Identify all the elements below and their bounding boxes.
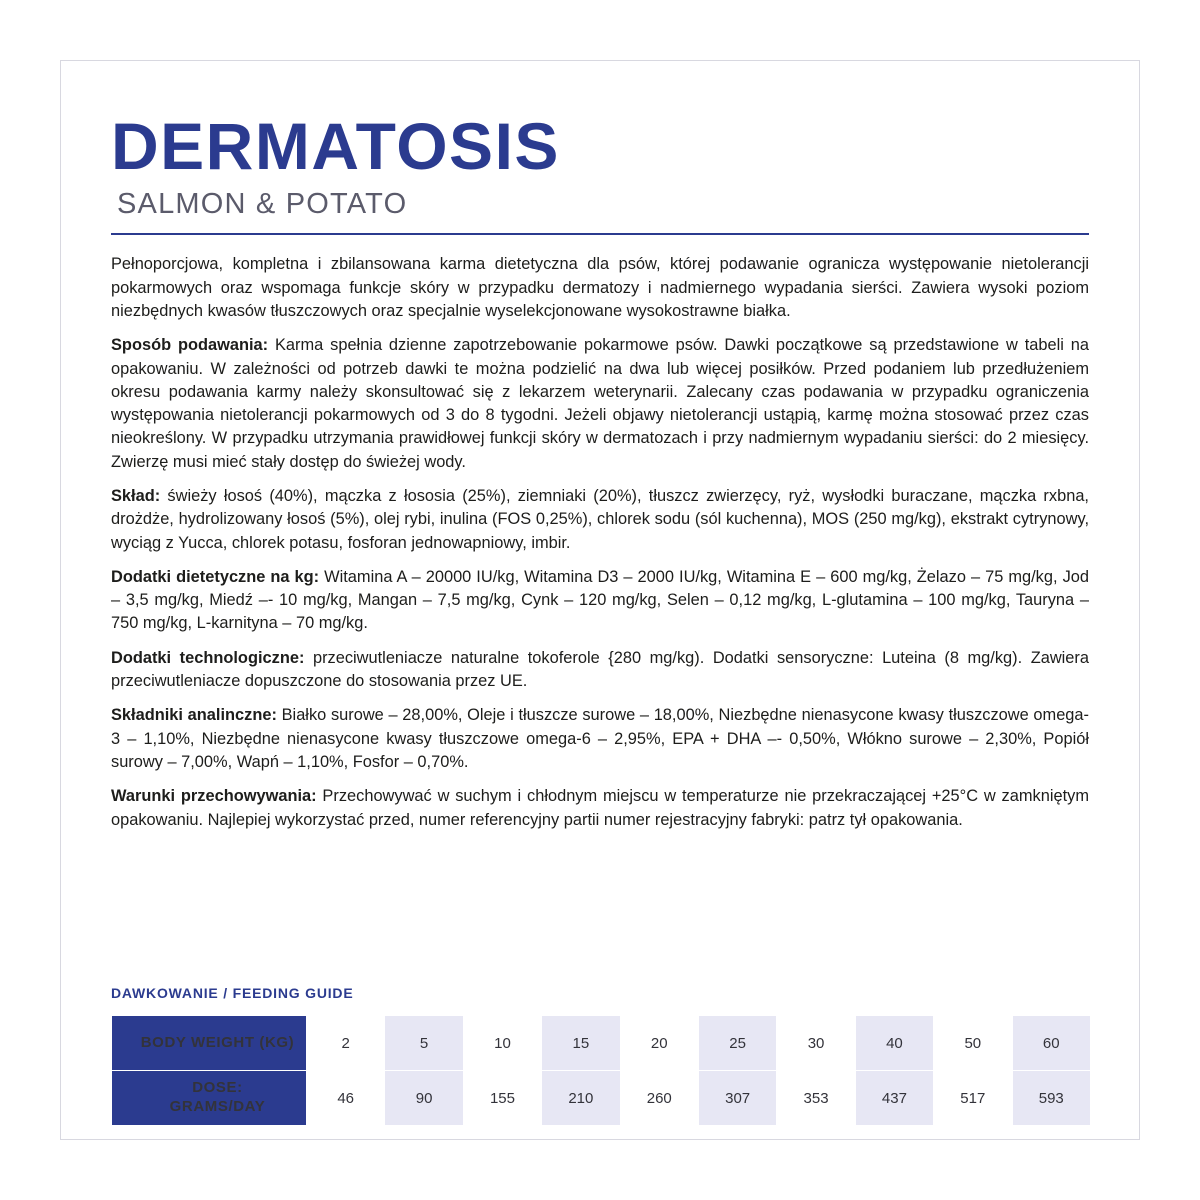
table-cell: 15 — [542, 1016, 620, 1071]
table-cell: 155 — [463, 1071, 541, 1126]
table-cell: 260 — [620, 1071, 698, 1126]
section-text: Karma spełnia dzienne zapotrzebowanie pokarmowe psów. Dawki początkowe są przedstawione w tabeli na opakowaniu. W zależności od potrzeb dawki te można podzielić na dwa lub więcej posiłków. Przed podaniem lub przedłużeniem okresu podawania karmy należy skonsultować się z lekarzem weterynarii. Zalecany czas podawania w przypadku ograniczenia występowania nietolerancji pokarmowych od 3 do 8 tygodni. Jeżeli objawy nietolerancji ustąpią, karmę można stosować przez czas nieokreślony. W przypadku utrzymania prawidłowej funkcji skóry w dermatozach i przy nadmiernym wypadaniu sierści: do 2 miesięcy. Zwierzę musi mieć stały dostęp do świeżej wody. — [111, 336, 1089, 471]
table-cell: 517 — [934, 1071, 1012, 1126]
table-cell: 60 — [1012, 1016, 1090, 1071]
table-cell: 210 — [542, 1071, 620, 1126]
section-technological-additives — [111, 647, 1089, 694]
page-subtitle: SALMON & POTATO — [117, 188, 408, 221]
section-text: Witamina A – 20000 IU/kg, Witamina D3 – 2000 IU/kg, Witamina E – 600 mg/kg, Żelazo – 75 mg/kg, Jod – 3,5 mg/kg, Miedź –- 10 mg/kg, Mangan – 7,5 mg/kg, Cynk – 120 mg/kg, Selen – 0,12 mg/kg, L-glutamina – 100 mg/kg, Tauryna – 750 mg/kg, L-karnityna – 70 mg/kg. — [111, 567, 1089, 633]
feeding-guide-heading: DAWKOWANIE / FEEDING GUIDE — [111, 985, 354, 1001]
table-cell: 20 — [620, 1016, 698, 1071]
page-title: DERMATOSIS — [111, 109, 560, 183]
section-text: świeży łosoś (40%), mączka z łososia (25%), ziemniaki (20%), tłuszcz zwierzęcy, ryż, wysłodki buraczane, mączka rxbna, drożdże, hydrolizowany łosoś (5%), olej rybi, inulina (FOS 0,25%), chlorek sodu (sól kuchenna), MOS (250 mg/kg), ekstrakt cytrynowy, wyciąg z Yucca, chlorek potasu, fosforan jednowapniowy, imbir. — [111, 486, 1089, 552]
table-row-body-weight — [112, 1016, 1091, 1071]
table-cell: 307 — [698, 1071, 776, 1126]
table-cell: 40 — [855, 1016, 933, 1071]
table-cell: 25 — [698, 1016, 776, 1071]
table-cell: 437 — [855, 1071, 933, 1126]
table-cell: 593 — [1012, 1071, 1090, 1126]
intro-paragraph: Pełnoporcjowa, kompletna i zbilansowana karma dietetyczna dla psów, której podawanie ogranicza występowanie nietolerancji pokarmowych oraz wspomaga funkcje skóry w przypadku dermatozy i nadmiernego wypadania sierści. Zawiera wysoki poziom niezbędnych kwasów tłuszczowych oraz specjalnie wyselekcjonowane wysokostrawne białka. — [111, 255, 1089, 320]
section-storage-conditions — [111, 785, 1089, 832]
label-body — [111, 253, 1089, 832]
section-analytical-constituents — [111, 704, 1089, 774]
section-label: Warunki przechowywania: — [111, 787, 317, 806]
table-cell: 10 — [463, 1016, 541, 1071]
row-header-body-weight: BODY WEIGHT (KG) — [112, 1016, 307, 1071]
table-cell: 353 — [777, 1071, 855, 1126]
title-divider — [111, 233, 1089, 235]
section-text: przeciwutleniacze naturalne tokoferole {280 mg/kg). Dodatki sensoryczne: Luteina (8 mg/kg). Zawiera przeciwutleniacze dopuszczone do stosowania przez UE. — [111, 648, 1089, 691]
table-cell: 50 — [934, 1016, 1012, 1071]
product-label-card — [60, 60, 1140, 1140]
table-row-dose — [112, 1071, 1091, 1126]
row-header-dose-line2: GRAMS/DAY — [169, 1098, 266, 1115]
label-content — [111, 109, 1089, 1115]
section-label: Dodatki dietetyczne na kg: — [111, 567, 320, 586]
table-cell: 5 — [385, 1016, 463, 1071]
section-label: Składniki analinczne: — [111, 706, 277, 725]
section-label: Skład: — [111, 486, 161, 505]
table-cell: 30 — [777, 1016, 855, 1071]
section-label: Sposób podawania: — [111, 336, 269, 355]
section-feeding-method — [111, 334, 1089, 474]
table-cell: 90 — [385, 1071, 463, 1126]
section-dietary-additives — [111, 566, 1089, 636]
section-text: Przechowywać w suchym i chłodnym miejscu w temperaturze nie przekraczającej +25°C w zamkniętym opakowaniu. Najlepiej wykorzystać przed, numer referencyjny partii numer rejestracyjny fabryki: patrz tył opakowania. — [111, 787, 1089, 829]
row-header-dose-line1: DOSE: — [192, 1079, 243, 1097]
section-text: Białko surowe – 28,00%, Oleje i tłuszcze surowe – 18,00%, Niezbędne nienasycone kwasy tłuszczowe omega-3 – 1,10%, Niezbędne nienasycone kwasy tłuszczowe omega-6 – 2,95%, EPA + DHA –- 0,50%, Włókno surowe – 2,30%, Popiół surowy – 7,00%, Wapń – 1,10%, Fosfor – 0,70%. — [111, 706, 1089, 771]
table-cell: 46 — [307, 1071, 385, 1126]
table-cell: 2 — [307, 1016, 385, 1071]
section-label: Dodatki technologiczne: — [111, 648, 305, 667]
feeding-guide-table — [111, 1015, 1091, 1126]
section-composition — [111, 485, 1089, 555]
row-header-dose — [112, 1071, 307, 1126]
